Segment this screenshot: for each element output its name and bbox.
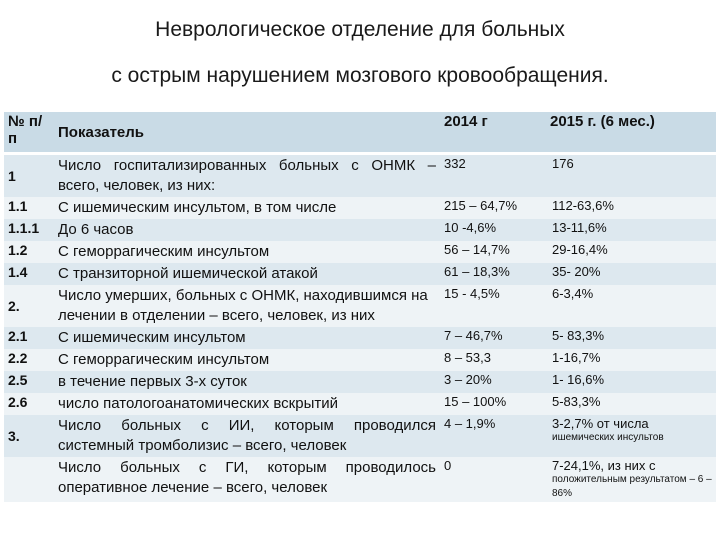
row-value-2014: 0 [440, 457, 546, 502]
row-indicator: С геморрагическим инсультом [54, 241, 440, 263]
row-value-2015: 1- 16,6% [546, 371, 716, 393]
row-value-2015 [546, 457, 716, 502]
row-value-2014: 215 – 64,7% [440, 197, 546, 219]
row-value-2015: 13-11,6% [546, 219, 716, 241]
row-value-2015: 5- 83,3% [546, 327, 716, 349]
row-value-2014: 4 – 1,9% [440, 415, 546, 457]
table-row [4, 241, 716, 263]
header-2015: 2015 г. (6 мес.) [546, 112, 716, 154]
row-num: 2.2 [4, 349, 54, 371]
row-num: 1 [4, 154, 54, 198]
table-row [4, 393, 716, 415]
row-indicator: в течение первых 3-х суток [54, 371, 440, 393]
row-indicator: Число госпитализированных больных с ОНМК – всего, человек, из них: [54, 154, 440, 198]
row-num [4, 457, 54, 502]
row-indicator: число патологоанатомических вскрытий [54, 393, 440, 415]
row-num: 2.1 [4, 327, 54, 349]
table-row [4, 371, 716, 393]
table-row [4, 263, 716, 285]
row-value-2015-note: ишемических инсультов [552, 432, 664, 443]
row-value-2014: 61 – 18,3% [440, 263, 546, 285]
row-value-2015: 176 [546, 154, 716, 198]
row-num: 1.4 [4, 263, 54, 285]
page-title-line-1: Неврологическое отделение для больных [155, 18, 565, 41]
row-value-2014: 56 – 14,7% [440, 241, 546, 263]
row-indicator: До 6 часов [54, 219, 440, 241]
row-indicator: Число больных с ИИ, которым проводился системный тромболизис – всего, человек [54, 415, 440, 457]
row-num: 1.1 [4, 197, 54, 219]
row-value-2014: 8 – 53,3 [440, 349, 546, 371]
row-value-2015: 35- 20% [546, 263, 716, 285]
row-value-2015: 6-3,4% [546, 285, 716, 327]
row-num: 1.2 [4, 241, 54, 263]
row-indicator: С геморрагическим инсультом [54, 349, 440, 371]
header-num: № п/п [4, 112, 54, 154]
row-value-2014: 15 - 4,5% [440, 285, 546, 327]
row-num: 2. [4, 285, 54, 327]
row-value-2015-main: 3-2,7% от числа [552, 416, 649, 431]
row-num: 3. [4, 415, 54, 457]
table-row [4, 197, 716, 219]
table-row [4, 285, 716, 327]
table-row [4, 349, 716, 371]
row-num: 2.6 [4, 393, 54, 415]
row-value-2015 [546, 415, 716, 457]
row-indicator: Число умерших, больных с ОНМК, находившимся на лечении в отделении – всего, человек, из них [54, 285, 440, 327]
row-value-2015: 29-16,4% [546, 241, 716, 263]
table-header-row [4, 112, 716, 154]
row-num: 2.5 [4, 371, 54, 393]
row-value-2015-main: 7-24,1%, из них с [552, 458, 656, 473]
header-2014: 2014 г [440, 112, 546, 154]
row-value-2014: 7 – 46,7% [440, 327, 546, 349]
row-value-2014: 15 – 100% [440, 393, 546, 415]
table-row [4, 219, 716, 241]
table-row [4, 327, 716, 349]
statistics-table [4, 112, 716, 502]
table-row [4, 457, 716, 502]
page-title-line-2: с острым нарушением мозгового кровообращения. [111, 64, 609, 87]
row-indicator: С ишемическим инсультом [54, 327, 440, 349]
row-value-2014: 3 – 20% [440, 371, 546, 393]
row-value-2014: 332 [440, 154, 546, 198]
row-value-2015-note: положительным результатом – 6 – 86% [552, 474, 712, 499]
table-row [4, 415, 716, 457]
table-row [4, 154, 716, 198]
row-indicator: С ишемическим инсультом, в том числе [54, 197, 440, 219]
header-indicator: Показатель [54, 112, 440, 154]
row-indicator: Число больных с ГИ, которым проводилось оперативное лечение – всего, человек [54, 457, 440, 502]
row-value-2015: 5-83,3% [546, 393, 716, 415]
row-value-2014: 10 -4,6% [440, 219, 546, 241]
row-num: 1.1.1 [4, 219, 54, 241]
row-value-2015: 112-63,6% [546, 197, 716, 219]
row-indicator: С транзиторной ишемической атакой [54, 263, 440, 285]
row-value-2015: 1-16,7% [546, 349, 716, 371]
